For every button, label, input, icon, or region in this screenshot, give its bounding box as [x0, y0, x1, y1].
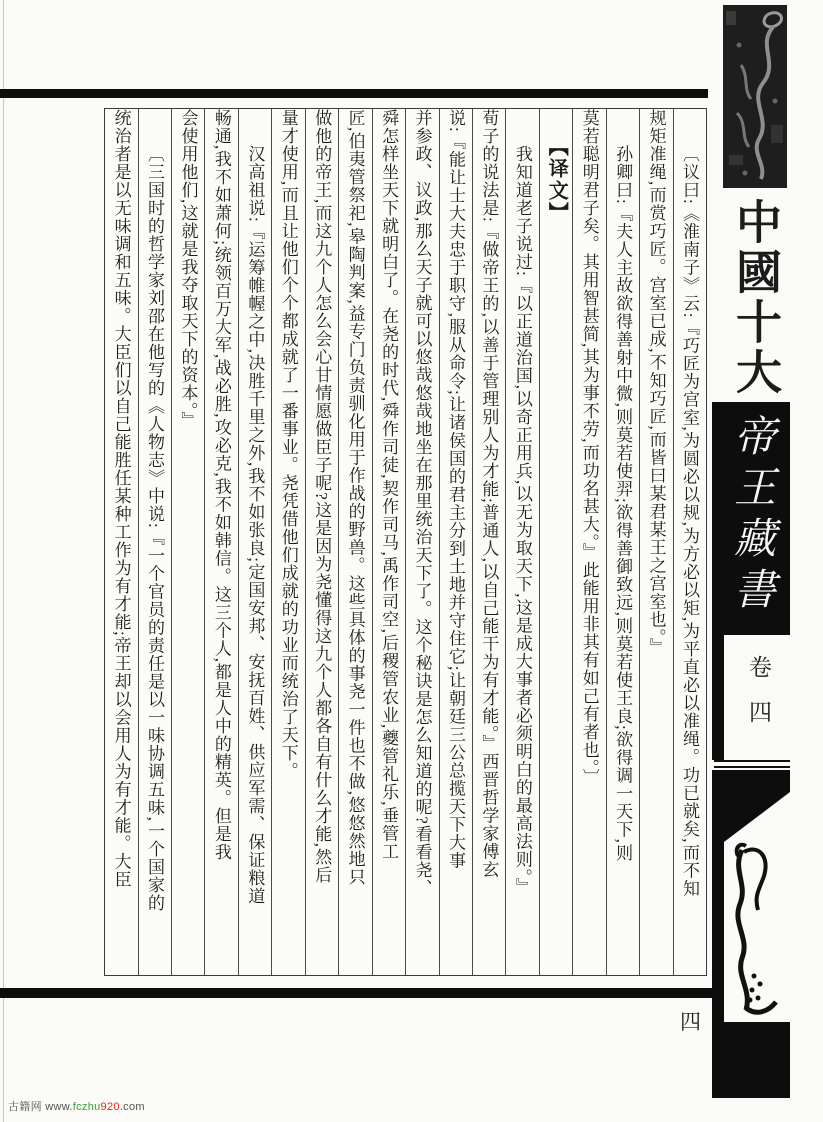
watermark-url-suffix: .com [119, 1101, 145, 1113]
watermark-url-green: fczhu [72, 1101, 101, 1113]
bottom-rule-bar [0, 988, 713, 998]
text-column: 我知道老子说过:『以正道治国,以奇正用兵,以无为取天下,这是成大事者必须明白的最高法则。』 [505, 109, 538, 975]
sidebar [712, 0, 790, 1122]
text-column: 舜怎样坐天下就明白了。在尧的时代,舜作司徒,契作司马,禹作司空,后稷管农业,夔管礼乐,垂管工 [372, 109, 405, 975]
dragon-engraving-icon [723, 5, 787, 188]
watermark [8, 1098, 145, 1114]
series-title: 中國十大 [730, 198, 781, 398]
text-column-grid [104, 108, 707, 976]
text-column: 规矩准绳,而赏巧匠。宫室已成,不知巧匠,而皆曰某君某王之宫室也。』 [639, 109, 672, 975]
text-column: 畅通,我不如萧何;统领百万大军,战必胜,攻必克,我不如韩信。这三个人,都是人中的精英。但是我 [204, 109, 237, 975]
dragon-figure-icon [712, 770, 790, 1058]
text-column: 莫若聪明君子矣。其用智甚简,其为事不劳,而功名甚大。』此能用非其有如己有者也。〕 [572, 109, 605, 975]
translation-header-column: 【译文】 [539, 109, 572, 975]
volume-divider-rule [714, 760, 790, 768]
top-rule-bar [0, 89, 708, 98]
text-column: 孙卿曰:『夫人主故欲得善射中微,则莫若使羿;欲得善御致远,则莫若使王良;欲得调一天下,则 [606, 109, 639, 975]
text-column: 做他的帝王,而这九个人怎么会心甘情愿做臣子呢?这是因为尧懂得这九个人都各自有什么才能,然后 [305, 109, 338, 975]
text-column: 统治者是以无味调和五味。大臣们以自己能胜任某种工作为有才能;帝王却以会用人为有才能。大臣 [111, 109, 131, 889]
text-column: 量才使用,而且让他们个个都成就了一番事业。尧凭借他们成就的功业而统治了天下。 [271, 109, 304, 975]
text-column: 汉高祖说:『运筹帷幄之中,决胜千里之外,我不如张良;定国安邦、安抚百姓、供应军需、保证粮道 [238, 109, 271, 975]
watermark-url-red: 920 [100, 1101, 120, 1113]
text-column: 说:『能让士大夫忠于职守,服从命令;让诸侯国的君主分到土地并守住它;让朝廷三公总揽天下大事 [439, 109, 472, 975]
volume-label: 卷四 [712, 635, 790, 760]
calligraphy-title: 帝王藏書 [712, 402, 790, 635]
sidebar-footer-block [712, 1058, 790, 1098]
text-column: 〔议曰:《淮南子》云:『巧匠为宫室,为圆必以规,为方必以矩,为平直必以准绳。功已就矣,而不知 [673, 109, 706, 975]
page-number: 四 [680, 1010, 701, 1034]
text-column: 〔三国时的哲学家刘邵在他写的《人物志》中说:『一个官员的责任是以一味协调五味,一个国家的 [138, 109, 171, 975]
page-edge-line [3, 0, 4, 1122]
text-column: 荀子的说法是:『做帝王的,以善于管理别人为才能;普通人,以自己能干为有才能。』西晋哲学家傅玄 [472, 109, 505, 975]
text-column: 并参政、议政,那么天子就可以悠哉悠哉地坐在那里统治天下了。这个秘诀是怎么知道的呢?看看尧、 [405, 109, 438, 975]
watermark-site-name: 古籍网 [8, 1101, 46, 1113]
text-column: 匠,伯夷管祭祀,皋陶判案,益专门负责驯化用于作战的野兽。这些具体的事尧一件也不做,悠悠然地只 [338, 109, 371, 975]
text-column: 会使用他们,这就是我夺取天下的资本。』 [171, 109, 204, 975]
watermark-url-prefix: www. [45, 1101, 73, 1113]
